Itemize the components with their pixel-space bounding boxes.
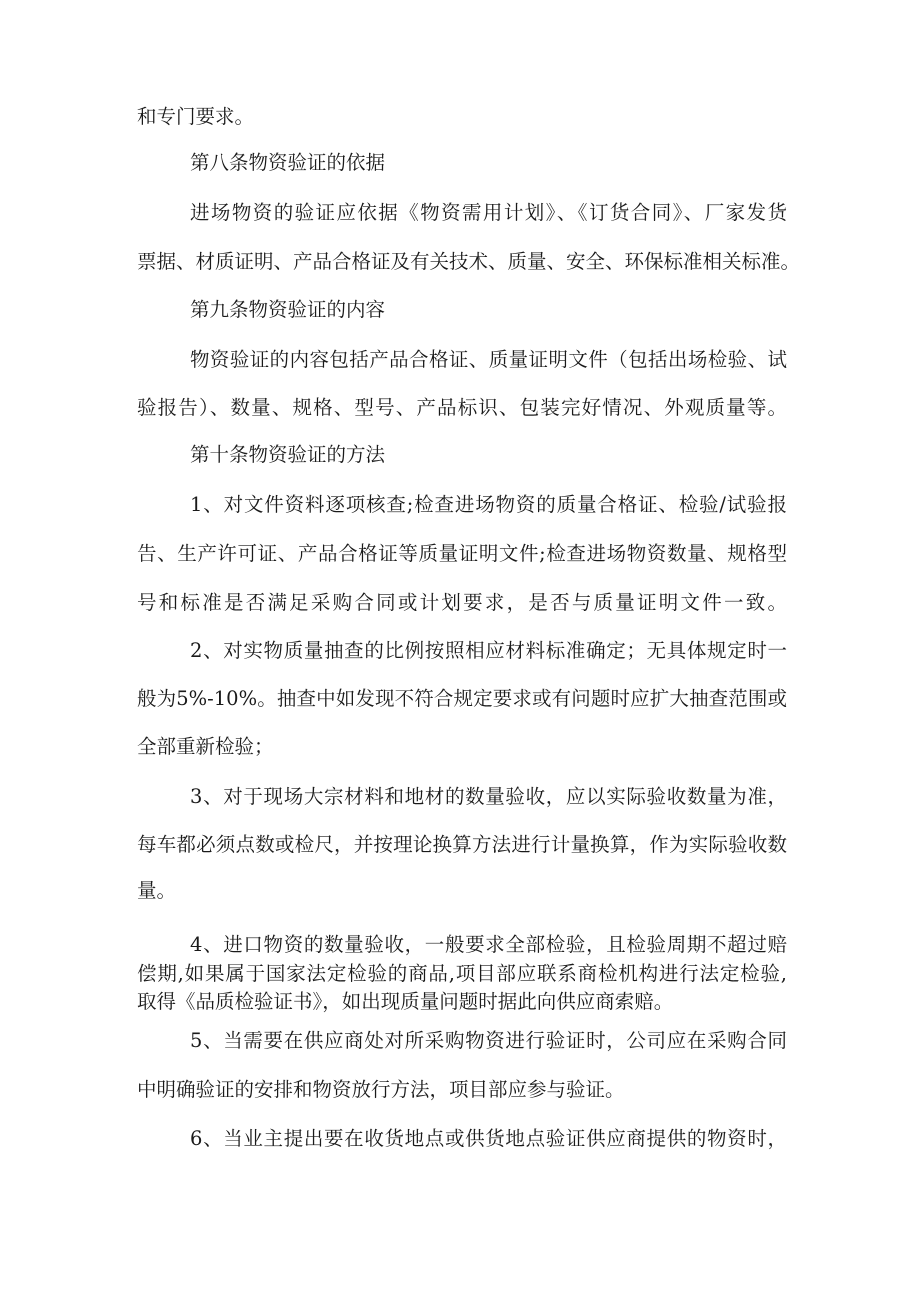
text-line: 2、对实物质量抽查的比例按照相应材料标准确定；无具体规定时一 (190, 639, 787, 662)
text-line: 告、生产许可证、产品合格证等质量证明文件;检查进场物资数量、规格型 (137, 542, 787, 565)
text-line: 取得《品质检验证书》，如出现质量问题时据此向供应商索赔。 (137, 990, 674, 1013)
text-line: 中明确验证的安排和物资放行方法，项目部应参与验证。 (137, 1078, 625, 1101)
text-line: 般为5%-10%。抽查中如发现不符合规定要求或有问题时应扩大抽查范围或 (137, 687, 787, 710)
text-line: 4、进口物资的数量验收，一般要求全部检验，且检验周期不超过赔 (190, 933, 787, 956)
text-line: 3、对于现场大宗材料和地材的数量验收，应以实际验收数量为准， (190, 785, 787, 808)
text-line: 偿期,如果属于国家法定检验的商品,项目部应联系商检机构进行法定检验, (137, 962, 787, 985)
text-line: 和专门要求。 (137, 105, 255, 128)
text-line: 号和标准是否满足采购合同或计划要求，是否与质量证明文件一致。 (137, 591, 787, 614)
text-line: 票据、材质证明、产品合格证及有关技术、质量、安全、环保标准相关标准。 (137, 250, 801, 273)
text-line: 进场物资的验证应依据《物资需用计划》、《订货合同》、厂家发货 (190, 201, 787, 224)
section-heading: 第九条物资验证的内容 (190, 298, 386, 321)
text-line: 量。 (137, 879, 177, 902)
text-line: 验报告）、数量、规格、型号、产品标识、包装完好情况、外观质量等。 (137, 396, 787, 419)
text-line: 每车都必须点数或检尺，并按理论换算方法进行计量换算，作为实际验收数 (137, 833, 787, 856)
section-heading: 第八条物资验证的依据 (190, 151, 386, 174)
text-line: 5、当需要在供应商处对所采购物资进行验证时，公司应在采购合同 (190, 1029, 787, 1052)
text-line: 全部重新检验； (137, 735, 274, 758)
section-heading: 第十条物资验证的方法 (190, 443, 386, 466)
text-line: 物资验证的内容包括产品合格证、质量证明文件（包括出场检验、试 (190, 348, 787, 371)
text-line: 1、对文件资料逐项核查;检查进场物资的质量合格证、检验/试验报 (190, 493, 787, 516)
text-line: 6、当业主提出要在收货地点或供货地点验证供应商提供的物资时， (190, 1127, 787, 1150)
